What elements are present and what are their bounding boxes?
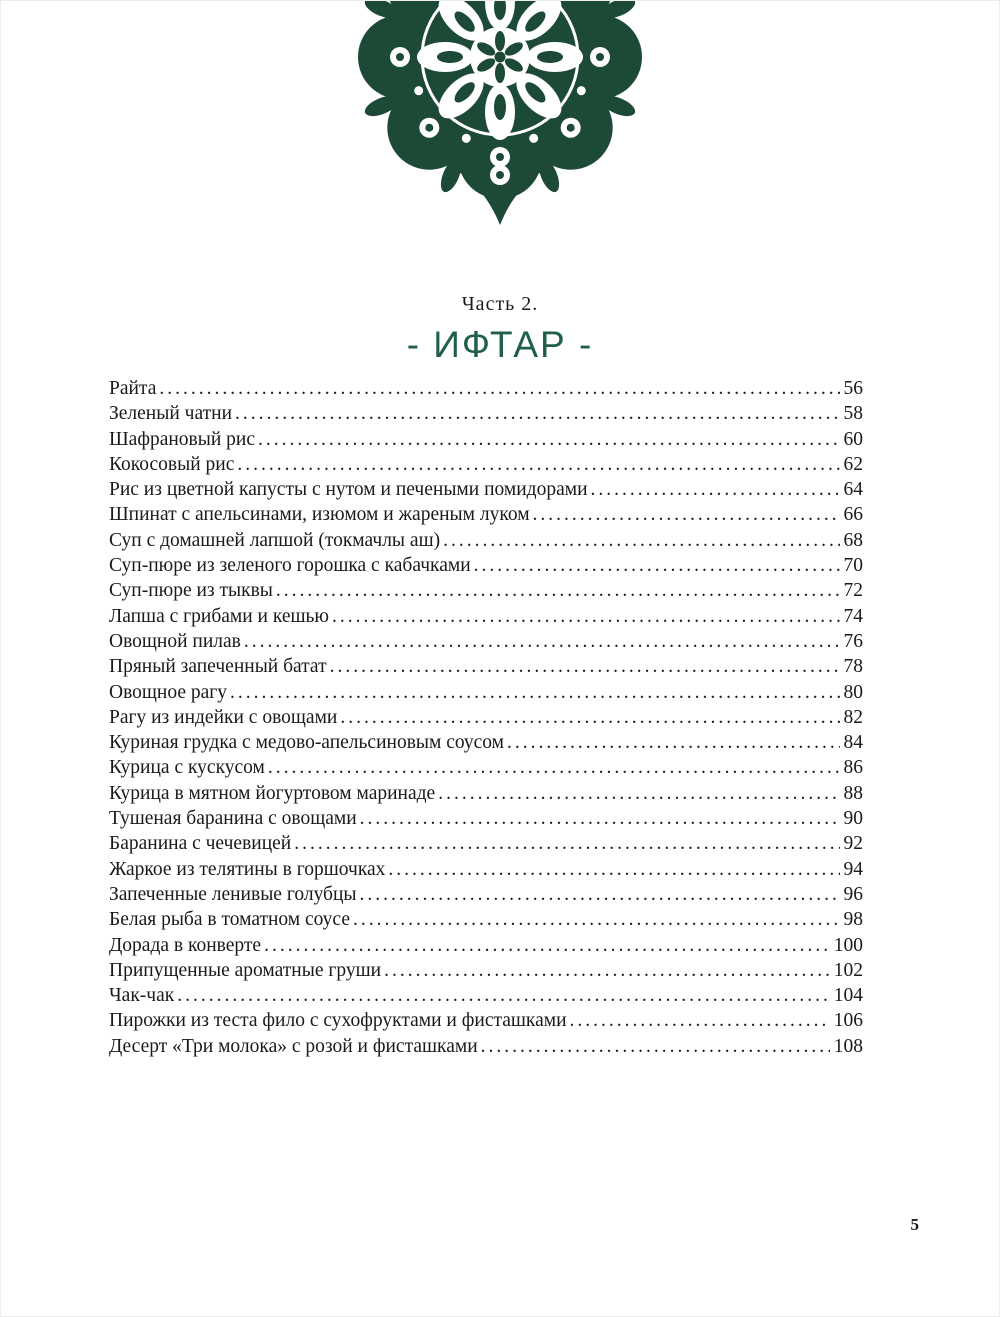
section-title: - ИФТАР - xyxy=(406,324,594,365)
toc-entry-title: Лапша с грибами и кешью xyxy=(109,605,329,627)
toc-entry-title: Кокосовый рис xyxy=(109,453,235,475)
toc-entry-title: Суп с домашней лапшой (токмачлы аш) xyxy=(109,529,441,551)
toc-entry-page: 70 xyxy=(843,555,863,577)
toc-entry xyxy=(109,755,863,780)
toc-entry-page: 96 xyxy=(843,883,863,905)
toc-entry xyxy=(109,983,863,1008)
toc-entry-title: Шпинат с апельсинами, изюмом и жареным луком xyxy=(109,504,530,526)
toc-entry-page: 86 xyxy=(843,757,863,779)
toc-entry-page: 74 xyxy=(843,605,863,627)
toc-entry xyxy=(109,882,863,907)
toc-entry-page: 64 xyxy=(843,479,863,501)
part-label: Часть 2. xyxy=(461,293,539,315)
toc-entry xyxy=(109,654,863,679)
toc-entry-title: Зеленый чатни xyxy=(109,403,233,425)
toc-entry-page: 76 xyxy=(843,630,863,652)
toc-entry-page: 94 xyxy=(843,858,863,880)
toc-entry-title: Десерт «Три молока» с розой и фисташками xyxy=(109,1035,478,1057)
toc-entry-page: 62 xyxy=(843,453,863,475)
toc-entry-page: 104 xyxy=(833,985,863,1007)
toc-dot-leader xyxy=(360,882,840,907)
toc-entry-page: 108 xyxy=(833,1035,863,1057)
toc-entry xyxy=(109,502,863,527)
toc-entry xyxy=(109,376,863,401)
toc-dot-leader xyxy=(533,502,840,527)
toc-dot-leader xyxy=(332,604,840,629)
toc-entry xyxy=(109,1034,863,1059)
toc-entry-page: 60 xyxy=(843,428,863,450)
toc-dot-leader xyxy=(507,730,839,755)
toc-dot-leader xyxy=(340,705,839,730)
toc-entry xyxy=(109,933,863,958)
toc-entry-page: 102 xyxy=(833,959,863,981)
toc-entry xyxy=(109,730,863,755)
toc-dot-leader xyxy=(481,1034,830,1059)
toc-entry xyxy=(109,705,863,730)
toc-dot-leader xyxy=(159,376,839,401)
toc-entry-title: Овощной пилав xyxy=(109,630,241,652)
toc-entry xyxy=(109,831,863,856)
toc-entry xyxy=(109,553,863,578)
toc-entry xyxy=(109,907,863,932)
toc-entry-title: Баранина с чечевицей xyxy=(109,833,292,855)
toc-entry-title: Рис из цветной капусты с нутом и печеными помидорами xyxy=(109,479,588,501)
toc-dot-leader xyxy=(570,1008,830,1033)
toc-entry-title: Рагу из индейки с овощами xyxy=(109,706,338,728)
toc-dot-leader xyxy=(591,477,840,502)
toc-dot-leader xyxy=(384,958,830,983)
toc-entry-page: 78 xyxy=(843,656,863,678)
toc-entry-page: 100 xyxy=(833,934,863,956)
toc-dot-leader xyxy=(474,553,840,578)
toc-entry-page: 84 xyxy=(843,732,863,754)
toc-dot-leader xyxy=(360,806,840,831)
toc-entry-page: 68 xyxy=(843,529,863,551)
toc-entry-title: Райта xyxy=(109,378,157,399)
toc-entry-title: Пряный запеченный батат xyxy=(109,656,327,678)
toc-dot-leader xyxy=(268,755,840,780)
toc-entry-title: Куриная грудка с медово-апельсиновым соусом xyxy=(109,732,505,754)
toc-dot-leader xyxy=(438,781,839,806)
toc-entry-title: Дорада в конверте xyxy=(109,934,262,956)
toc-entry xyxy=(109,629,863,654)
toc-entry-title: Запеченные ленивые голубцы xyxy=(109,883,357,905)
toc-entry-title: Суп-пюре из зеленого горошка с кабачками xyxy=(109,555,471,577)
toc-entry-page: 80 xyxy=(843,681,863,703)
toc-entry-page: 82 xyxy=(843,706,863,728)
toc-dot-leader xyxy=(276,578,840,603)
toc-list xyxy=(109,376,863,1059)
toc-dot-leader xyxy=(353,907,840,932)
toc-dot-leader xyxy=(258,427,839,452)
toc-entry xyxy=(109,781,863,806)
toc-entry-page: 92 xyxy=(843,833,863,855)
toc-entry xyxy=(109,806,863,831)
toc-dot-leader xyxy=(264,933,830,958)
toc-entry xyxy=(109,578,863,603)
toc-dot-leader xyxy=(330,654,840,679)
toc-entry-title: Курица с кускусом xyxy=(109,757,265,779)
toc-dot-leader xyxy=(388,857,839,882)
toc-dot-leader xyxy=(177,983,830,1008)
toc-entry-title: Припущенные ароматные груши xyxy=(109,959,382,981)
toc-dot-leader xyxy=(244,629,840,654)
toc-dot-leader xyxy=(237,452,839,477)
toc-entry-page: 88 xyxy=(843,782,863,804)
toc-entry-title: Овощное рагу xyxy=(109,681,228,703)
toc-entry-title: Курица в мятном йогуртовом маринаде xyxy=(109,782,436,804)
page-number: 5 xyxy=(910,1215,919,1234)
toc-entry xyxy=(109,1008,863,1033)
toc-entry-page: 66 xyxy=(843,504,863,526)
toc-entry-title: Белая рыба в томатном соусе xyxy=(109,909,350,931)
toc-entry-page: 56 xyxy=(843,378,863,399)
toc-entry xyxy=(109,477,863,502)
toc-entry-page: 106 xyxy=(833,1010,863,1032)
toc-entry-title: Жаркое из телятины в горшочках xyxy=(109,858,386,880)
toc-entry-title: Тушеная баранина с овощами xyxy=(109,808,357,830)
toc-entry xyxy=(109,528,863,553)
toc-entry-title: Чак-чак xyxy=(109,985,175,1007)
toc-entry-title: Пирожки из теста фило с сухофруктами и фисташками xyxy=(109,1010,567,1032)
toc-entry xyxy=(109,958,863,983)
floral-medallion-icon xyxy=(320,1,680,229)
toc-entry xyxy=(109,857,863,882)
toc-dot-leader xyxy=(443,528,839,553)
toc-entry xyxy=(109,427,863,452)
toc-entry-page: 98 xyxy=(843,909,863,931)
toc-entry-title: Шафрановый рис xyxy=(109,428,256,450)
toc-entry-title: Суп-пюре из тыквы xyxy=(109,580,273,602)
toc-entry xyxy=(109,604,863,629)
toc-entry-page: 58 xyxy=(843,403,863,425)
toc-entry xyxy=(109,680,863,705)
toc-entry xyxy=(109,401,863,426)
toc-dot-leader xyxy=(294,831,839,856)
toc-dot-leader xyxy=(230,680,839,705)
ornament xyxy=(1,1,999,229)
toc-entry-page: 90 xyxy=(843,808,863,830)
toc-entry-page: 72 xyxy=(843,580,863,602)
toc-dot-leader xyxy=(235,401,839,426)
toc-entry xyxy=(109,452,863,477)
